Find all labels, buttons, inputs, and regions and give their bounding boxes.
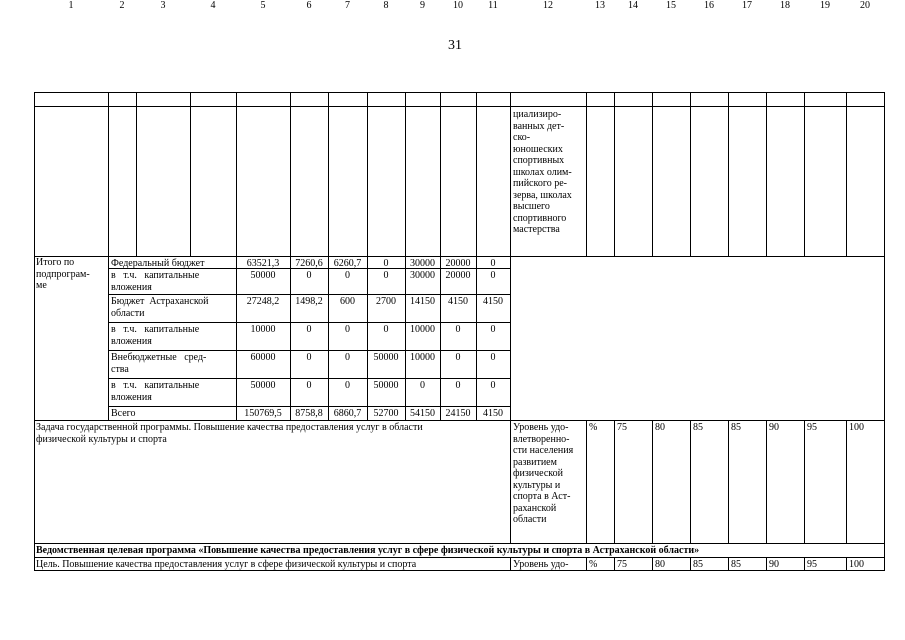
row-rule: [34, 570, 885, 571]
column-header-12: 12: [543, 0, 553, 11]
row-rule: [108, 350, 511, 351]
column-rule: [884, 92, 885, 571]
funding-value-cell: 6860,7: [333, 408, 362, 419]
funding-value-cell: 50000: [250, 270, 276, 281]
column-rule: [690, 557, 691, 571]
funding-value-cell: 0: [455, 324, 461, 335]
column-rule: [136, 92, 137, 257]
funding-value-cell: 4150: [448, 296, 468, 307]
column-header-9: 9: [420, 0, 425, 11]
column-header-16: 16: [704, 0, 714, 11]
goal-unit: %: [589, 559, 598, 570]
column-rule: [652, 92, 653, 257]
column-rule: [614, 420, 615, 544]
column-rule: [846, 92, 847, 257]
funding-value-cell: 60000: [250, 352, 276, 363]
funding-value-cell: 52700: [373, 408, 399, 419]
funding-value-cell: 20000: [445, 258, 471, 269]
row-rule: [108, 406, 511, 407]
column-header-11: 11: [488, 0, 498, 11]
funding-value-cell: 50000: [373, 380, 399, 391]
goal-target-value: 75: [617, 559, 627, 570]
column-rule: [728, 557, 729, 571]
funding-value-cell: 0: [490, 324, 496, 335]
funding-value-cell: 0: [455, 380, 461, 391]
task-target-value: 100: [849, 422, 864, 433]
column-header-6: 6: [306, 0, 312, 11]
column-rule: [766, 557, 767, 571]
page-number: 31: [448, 38, 462, 53]
column-rule: [728, 92, 729, 257]
column-rule: [510, 92, 511, 257]
column-header-19: 19: [820, 0, 830, 11]
column-rule: [586, 557, 587, 571]
column-header-2: 2: [119, 0, 125, 11]
column-rule: [328, 92, 329, 257]
row-rule: [34, 92, 885, 93]
funding-value-cell: 0: [490, 258, 496, 269]
funding-value-cell: 0: [306, 352, 312, 363]
column-rule: [614, 92, 615, 257]
funding-value-cell: 10000: [410, 352, 435, 363]
funding-value-cell: 0: [345, 324, 350, 335]
column-rule: [367, 92, 368, 257]
funding-value-cell: 8758,8: [295, 408, 323, 419]
column-rule: [405, 92, 406, 257]
column-rule: [614, 557, 615, 571]
funding-value-cell: 0: [420, 380, 425, 391]
funding-value-cell: 50000: [250, 380, 276, 391]
funding-value-cell: 0: [383, 270, 389, 281]
column-header-4: 4: [210, 0, 216, 11]
funding-value-cell: 14150: [410, 296, 435, 307]
column-rule: [766, 420, 767, 544]
task-indicator: Уровень удо- влетворенно- сти населения развитием физической культуры и спорта в Аст- раханской области: [513, 422, 574, 525]
row-rule: [108, 294, 511, 295]
funding-source-label: Всего: [111, 408, 136, 419]
funding-value-cell: 2700: [376, 296, 396, 307]
row-rule: [34, 420, 885, 421]
funding-value-cell: 4150: [483, 408, 503, 419]
row-rule: [34, 256, 885, 257]
funding-source-label: в т.ч. капитальные вложения: [111, 380, 200, 403]
task-target-value: 85: [731, 422, 741, 433]
task-text: Задача государственной программы. Повышение качества предоставления услуг в области физической культуры и спорта: [36, 422, 423, 445]
funding-value-cell: 150769,5: [244, 408, 282, 419]
column-header-3: 3: [160, 0, 166, 11]
funding-value-cell: 30000: [410, 258, 435, 269]
task-target-value: 95: [807, 422, 817, 433]
column-rule: [108, 256, 109, 421]
column-rule: [728, 420, 729, 544]
column-header-7: 7: [345, 0, 350, 11]
funding-value-cell: 30000: [410, 270, 435, 281]
column-rule: [690, 420, 691, 544]
goal-target-value: 90: [769, 559, 779, 570]
indicator-continuation: циализиро- ванных дет- ско- юношеских спортивных школах олим- пийского ре- зерва, школах высшего спортивного мастерства: [513, 109, 572, 235]
funding-source-label: в т.ч. капитальные вложения: [111, 270, 200, 293]
column-header-5: 5: [260, 0, 266, 11]
goal-target-value: 85: [731, 559, 741, 570]
funding-value-cell: 0: [490, 352, 496, 363]
column-rule: [108, 92, 109, 257]
funding-value-cell: 0: [306, 324, 312, 335]
funding-value-cell: 0: [490, 270, 496, 281]
column-header-20: 20: [860, 0, 870, 11]
funding-source-label: Федеральный бюджет: [111, 258, 205, 269]
funding-value-cell: 6260,7: [333, 258, 362, 269]
column-rule: [652, 420, 653, 544]
goal-target-value: 95: [807, 559, 817, 570]
funding-value-cell: 7260,6: [295, 258, 323, 269]
column-rule: [510, 256, 511, 421]
funding-value-cell: 0: [345, 270, 350, 281]
column-rule: [290, 92, 291, 257]
funding-source-label: Внебюджетные сред- ства: [111, 352, 207, 375]
column-rule: [766, 92, 767, 257]
goal-indicator: Уровень удо-: [513, 559, 569, 570]
goal-target-value: 80: [655, 559, 665, 570]
column-rule: [804, 92, 805, 257]
funding-value-cell: 0: [383, 324, 389, 335]
row-rule: [34, 106, 885, 107]
task-target-value: 90: [769, 422, 779, 433]
column-rule: [690, 92, 691, 257]
column-header-17: 17: [742, 0, 752, 11]
task-target-value: 85: [693, 422, 703, 433]
funding-value-cell: 600: [340, 296, 355, 307]
column-rule: [34, 92, 35, 571]
funding-value-cell: 27248,2: [246, 296, 280, 307]
column-header-10: 10: [453, 0, 463, 11]
column-rule: [190, 92, 191, 257]
funding-value-cell: 0: [306, 380, 312, 391]
column-header-8: 8: [383, 0, 389, 11]
funding-value-cell: 10000: [410, 324, 435, 335]
funding-value-cell: 10000: [250, 324, 276, 335]
funding-value-cell: 0: [490, 380, 496, 391]
row-rule: [108, 322, 511, 323]
funding-value-cell: 0: [306, 270, 312, 281]
funding-value-cell: 0: [383, 258, 389, 269]
row-rule: [108, 378, 511, 379]
task-target-value: 80: [655, 422, 665, 433]
program-title: Ведомственная целевая программа «Повышение качества предоставления услуг в сфере физической культуры и спорта в Астраханской области»: [36, 545, 700, 556]
funding-value-cell: 0: [345, 380, 350, 391]
funding-value-cell: 0: [455, 352, 461, 363]
column-header-1: 1: [68, 0, 74, 11]
funding-value-cell: 54150: [410, 408, 435, 419]
goal-target-value: 85: [693, 559, 703, 570]
goal-target-value: 100: [849, 559, 864, 570]
column-rule: [652, 557, 653, 571]
column-rule: [804, 420, 805, 544]
task-unit: %: [589, 422, 598, 433]
funding-source-label: в т.ч. капитальные вложения: [111, 324, 200, 347]
column-rule: [476, 92, 477, 257]
funding-value-cell: 4150: [483, 296, 503, 307]
row-rule: [34, 557, 885, 558]
column-rule: [510, 557, 511, 571]
column-rule: [236, 92, 237, 257]
funding-source-label: Бюджет Астраханской области: [111, 296, 209, 319]
column-header-14: 14: [628, 0, 638, 11]
column-rule: [846, 420, 847, 544]
column-rule: [440, 92, 441, 257]
funding-value-cell: 0: [345, 352, 350, 363]
column-rule: [804, 557, 805, 571]
funding-value-cell: 20000: [445, 270, 471, 281]
funding-value-cell: 1498,2: [295, 296, 323, 307]
subtotal-label: Итого по подпрограм- ме: [36, 257, 90, 291]
funding-value-cell: 63521,3: [246, 258, 280, 269]
funding-value-cell: 50000: [373, 352, 399, 363]
column-rule: [846, 557, 847, 571]
task-target-value: 75: [617, 422, 627, 433]
column-rule: [510, 420, 511, 544]
column-header-18: 18: [780, 0, 790, 11]
column-header-13: 13: [595, 0, 605, 11]
column-header-15: 15: [666, 0, 676, 11]
row-rule: [34, 543, 885, 544]
funding-value-cell: 24150: [445, 408, 471, 419]
goal-text: Цель. Повышение качества предоставления услуг в сфере физической культуры и спорта: [36, 559, 417, 570]
